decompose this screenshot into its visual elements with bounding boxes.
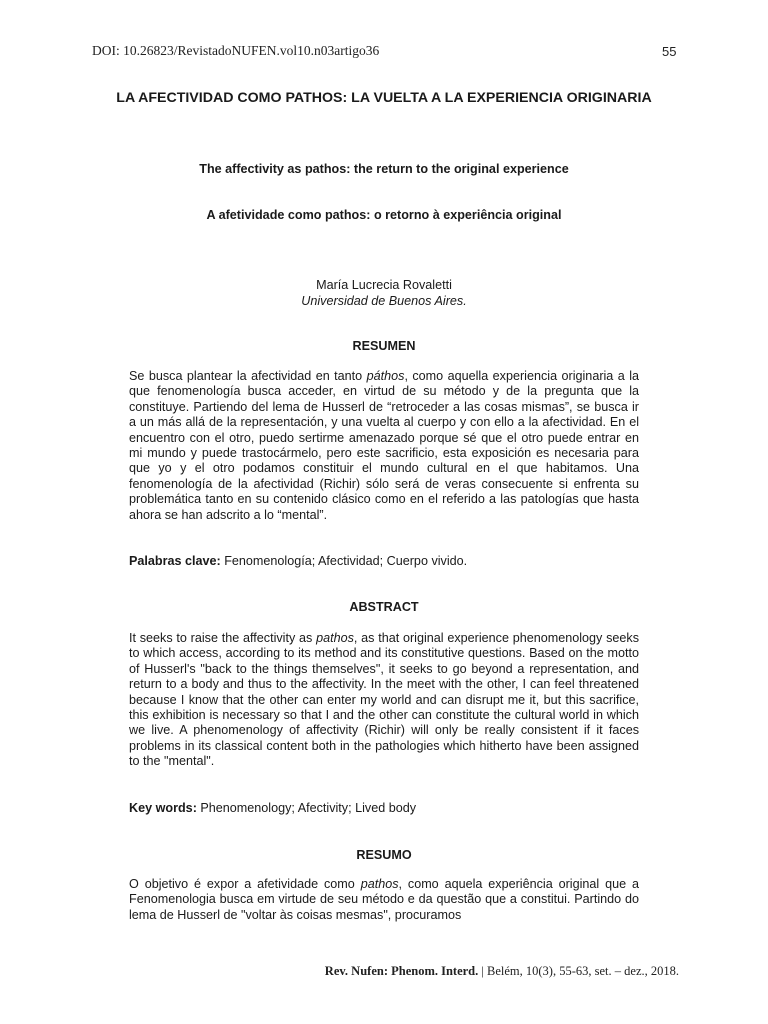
abstract-text-rest: , as that original experience phenomenology seeks to which access, according to its method and its constitutive questions. Based on the motto of Husserl's "back to the things themselves", it seeks to go beyond a representation, and return to a body and thus to the affectivity. In the meet with the other, I can feel threatened because I know that the other can enter my world and can disrupt me it, but this sacrifice, this exhibition is necessary so that I and the other can constitute the cultural world in which we live. A phenomenology of affectivity (Richir) will only be really consistent if it faces problems in its classical content both in the pathologies which hitherto have been assigned to the "mental". [129,631,639,769]
author-block [100,277,668,309]
key-words-values: Phenomenology; Afectivity; Lived body [196,801,417,815]
palabras-clave [129,554,639,568]
key-words [129,801,639,815]
abstract-italic-term: pathos [316,631,354,645]
resumo-heading: RESUMO [356,848,412,862]
key-words-label: Key words: [129,801,197,815]
palabras-clave-values: Fenomenología; Afectividad; Cuerpo vivido. [220,554,468,568]
journal-citation: | Belém, 10(3), 55-63, set. – dez., 2018. [478,964,679,978]
abstract-paragraph [129,631,639,770]
english-title: The affectivity as pathos: the return to the original experience [199,162,569,176]
portuguese-title: A afetividade como pathos: o retorno à experiência original [206,208,562,222]
article-title: LA AFECTIVIDAD COMO PATHOS: LA VUELTA A LA EXPERIENCIA ORIGINARIA [116,90,652,106]
resumen-heading: RESUMEN [352,339,416,353]
resumen-paragraph [129,369,639,523]
resumo-text-start: O objetivo é expor a afetividade como [129,877,361,891]
resumo-italic-term: pathos [360,877,399,891]
page-number: 55 [662,44,677,59]
resumen-text-rest: , como aquella experiencia originaria a la que fenomenología busca acceder, en virtud de su método y de la pregunta que la constituye. Partiendo del lema de Husserl de “retroceder a las cosas mismas”, se busca ir a un más allá de la representación, y una vuelta al cuerpo y con ello a la afectividad. En el encuentro con el otro, puedo sertirme amenazado porque sé que el otro puede entrar en mi mundo y puede trastocármelo, pero este sacrificio, esta exposición es necesaria para que yo y el otro podamos constituir el mundo cultural en el que habitamos. Una fenomenología de la afectividad (Richir) sólo será de veras consecuente si enfrenta su problemática tanto en su contenido clásico como en el referido a las patologías que hasta ahora se han adscrito a lo “mental”. [129,369,639,522]
doi-header: DOI: 10.26823/RevistadoNUFEN.vol10.n03artigo36 [92,43,380,58]
author-name: María Lucrecia Rovaletti [316,278,452,292]
abstract-text-start: It seeks to raise the affectivity as [129,631,317,645]
palabras-clave-label: Palabras clave: [129,554,221,568]
resumo-text-rest: , como aquela experiência original que a Fenomenologia busca em virtude de seu método e da questão que a constitui. Partindo do lema de Husserl de "voltar às coisas mesmas", procuramos [129,877,639,922]
abstract-heading: ABSTRACT [349,600,419,614]
resumen-italic-term: páthos [366,369,405,383]
resumo-paragraph [129,877,639,923]
resumen-text-start: Se busca plantear la afectividad en tanto [129,369,367,383]
author-affiliation: Universidad de Buenos Aires. [301,294,467,308]
journal-footer [100,964,679,979]
journal-name: Rev. Nufen: Phenom. Interd. [324,964,479,978]
